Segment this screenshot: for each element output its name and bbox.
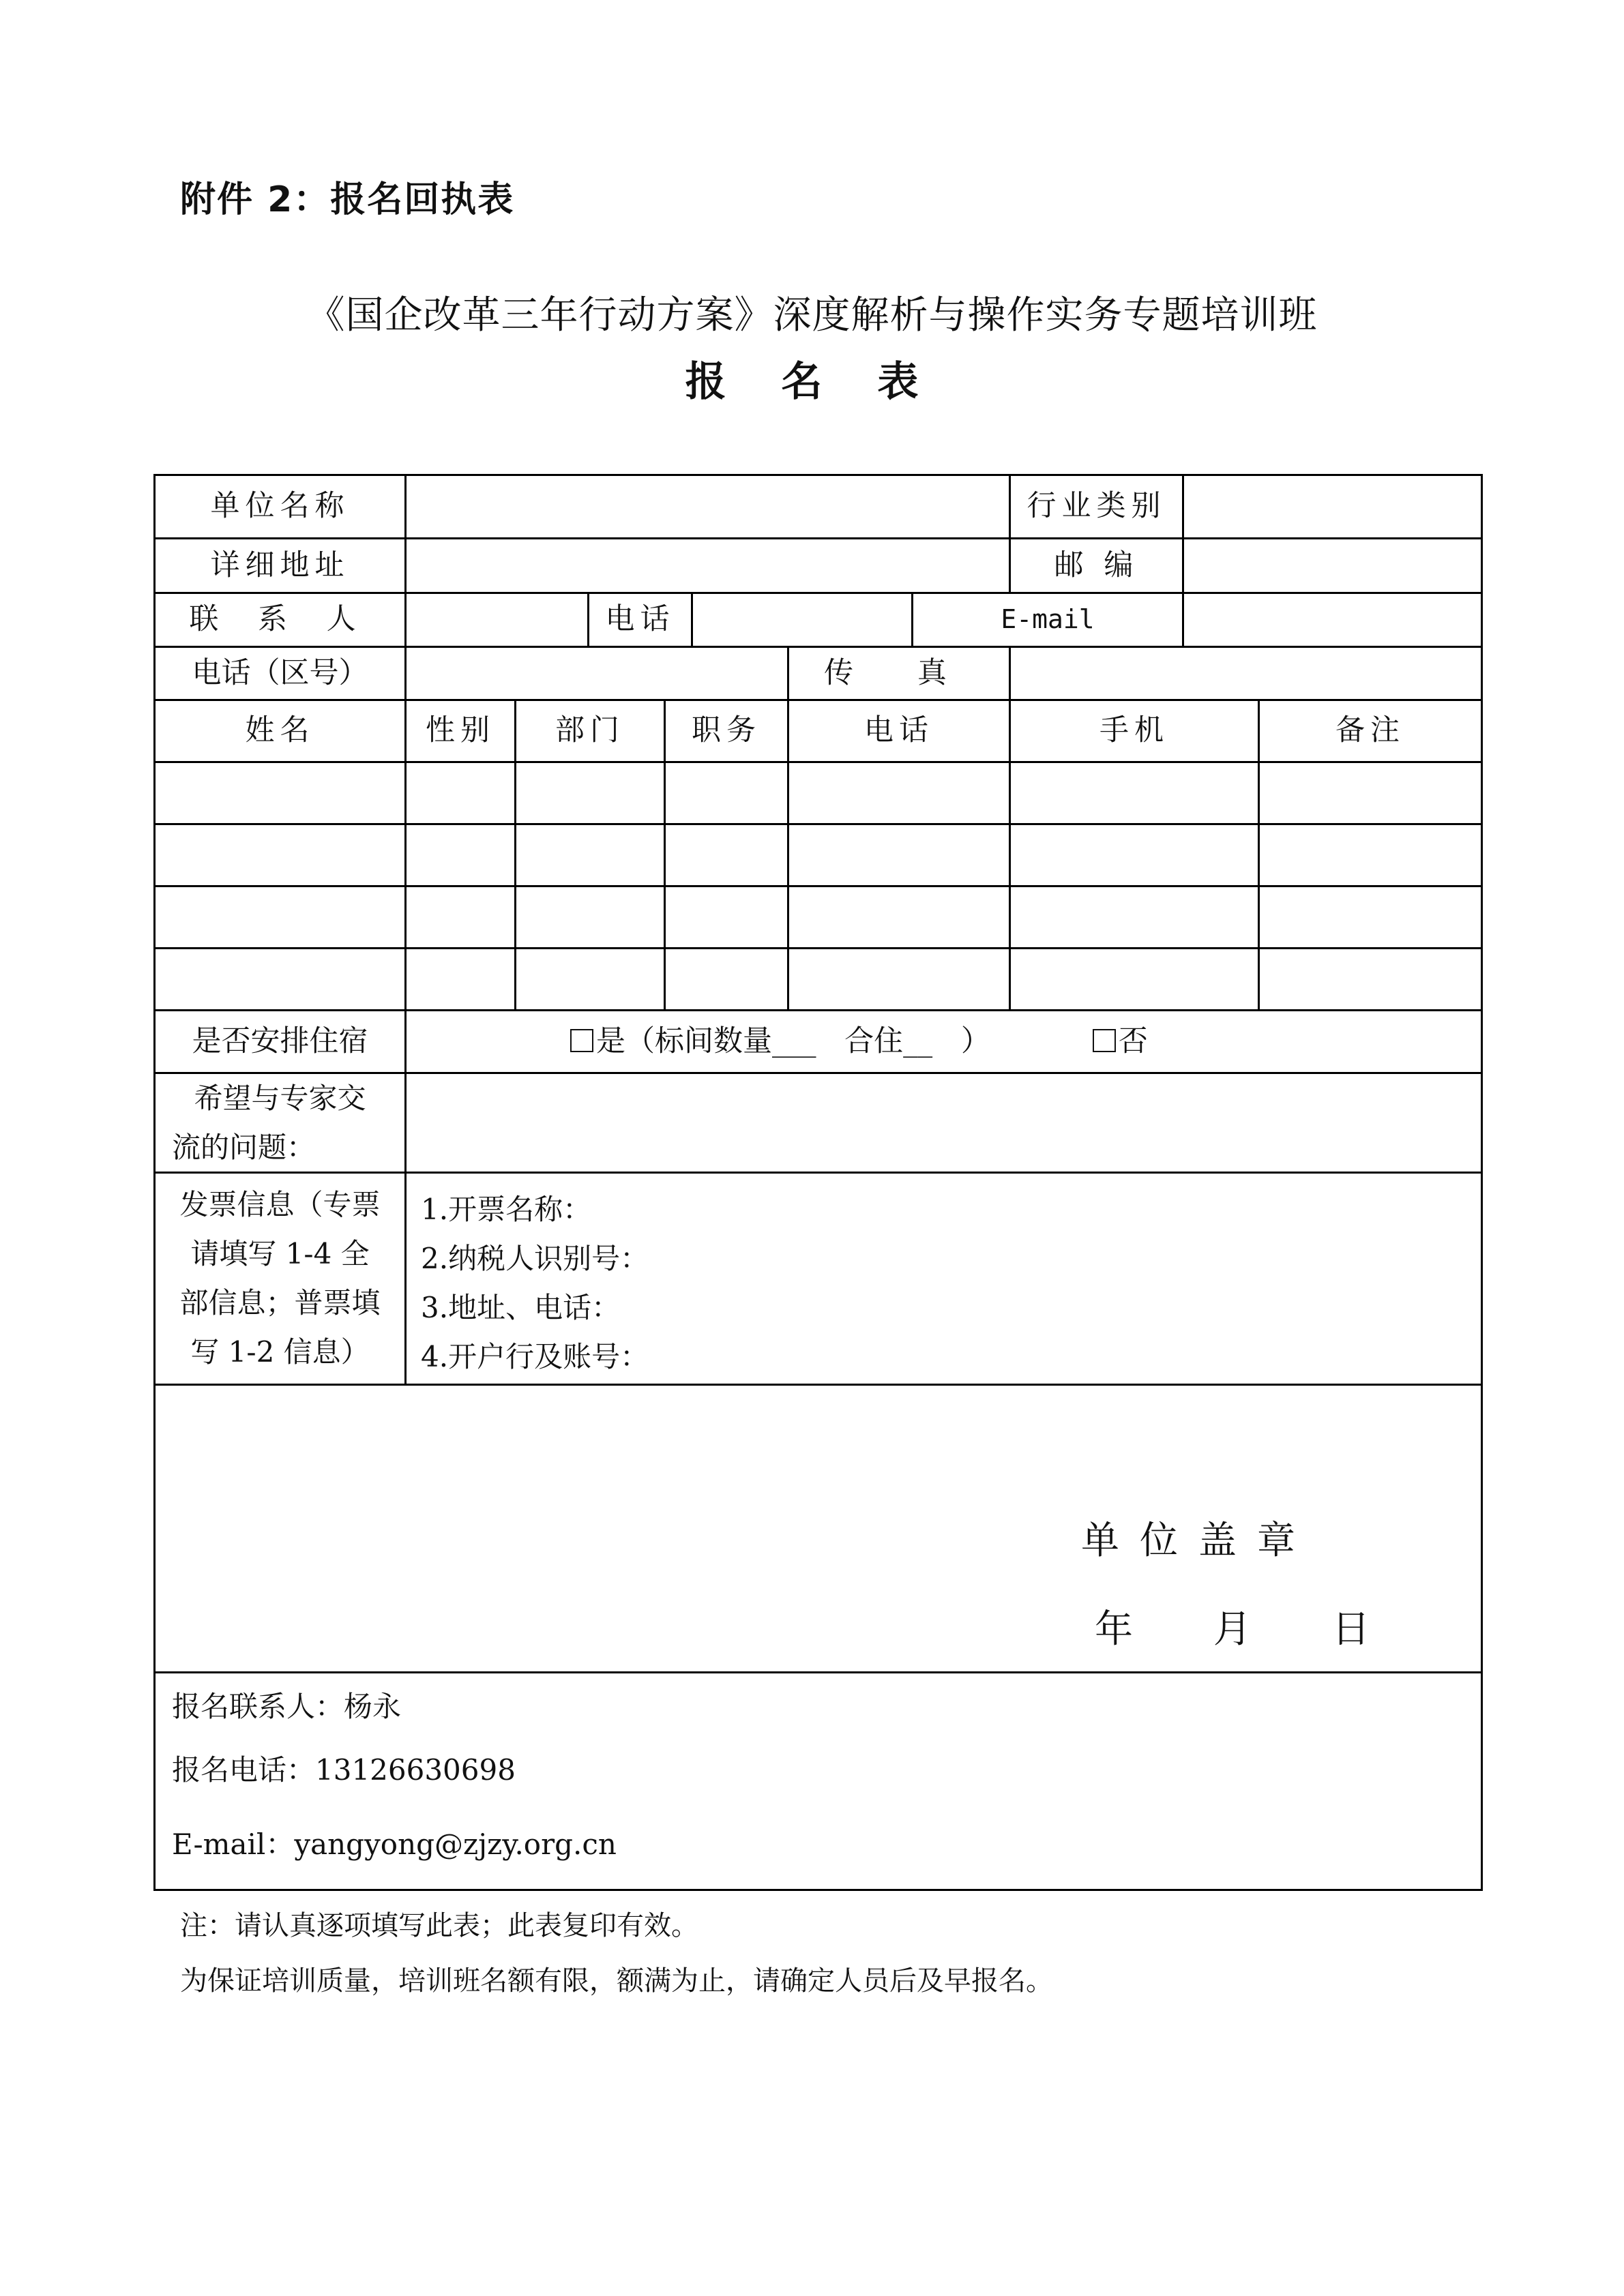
invoice-label: 发票信息（专票 请填写 1-4 全 部信息；普票填 写 1-2 信息）: [179, 1188, 381, 1369]
registration-contact-name: 报名联系人：杨永: [172, 1690, 402, 1723]
expert-question-field[interactable]: [407, 1074, 1481, 1172]
table-rule: [153, 761, 1483, 763]
table-rule: [153, 885, 1483, 887]
table-rule: [153, 1671, 1483, 1673]
col-position: 职务: [692, 713, 761, 748]
industry-label: 行业类别: [1027, 489, 1166, 524]
registration-contact-phone: 报名电话：13126630698: [172, 1753, 516, 1787]
accommodation-yes-checkbox[interactable]: 是（标间数量___ 合住__ ）: [570, 1023, 990, 1061]
table-rule: [1481, 474, 1483, 1891]
address-label: 详细地址: [210, 548, 350, 582]
table-rule: [153, 1384, 1483, 1386]
attachment-label: 附件 2：报名回执表: [180, 179, 515, 220]
col-remarks: 备注: [1335, 713, 1405, 748]
invoice-fields[interactable]: 1.开票名称： 2.纳税人识别号： 3.地址、电话： 4.开户行及账号：: [421, 1193, 649, 1373]
fax-label: 传 真: [824, 655, 974, 690]
table-rule: [153, 1889, 1483, 1891]
note-2: 为保证培训质量，培训班名额有限，额满为止，请确定人员后及早报名。: [180, 1965, 1053, 1997]
phone-label: 电话: [605, 602, 675, 637]
expert-question-label: 希望与专家交 流的问题：: [172, 1081, 366, 1164]
form-title: 《国企改革三年行动方案》深度解析与操作实务专题培训班: [306, 293, 1318, 338]
email-field[interactable]: [1184, 594, 1481, 646]
email-label: E-mail: [1001, 604, 1095, 635]
unit-name-label: 单位名称: [210, 489, 350, 524]
accommodation-no-checkbox[interactable]: 否: [1093, 1023, 1148, 1061]
phone-field[interactable]: [693, 594, 911, 646]
accommodation-options: [407, 1011, 1481, 1072]
contact-person-label: 联 系 人: [189, 602, 371, 637]
phone-area-label: 电话（区号）: [192, 655, 368, 690]
unit-stamp-label: 单位盖章: [1081, 1519, 1316, 1563]
postcode-label: 邮 编: [1054, 548, 1139, 582]
registration-contact-email: E-mail：yangyong@zjzy.org.cn: [172, 1828, 617, 1861]
phone-area-field[interactable]: [407, 648, 787, 699]
col-phone: 电话: [864, 713, 934, 748]
col-mobile: 手机: [1099, 713, 1169, 748]
fax-field[interactable]: [1011, 648, 1481, 699]
form-subtitle: 报 名 表: [685, 358, 939, 406]
col-name: 姓名: [245, 713, 315, 748]
checkbox-icon: [1093, 1029, 1116, 1052]
col-gender: 性别: [426, 713, 495, 748]
date-label: 年 月 日: [1095, 1607, 1391, 1652]
table-rule: [153, 947, 1483, 949]
checkbox-icon: [570, 1029, 593, 1052]
postcode-field[interactable]: [1184, 539, 1481, 592]
accommodation-label: 是否安排住宿: [192, 1024, 368, 1058]
note-1: 注：请认真逐项填写此表；此表复印有效。: [180, 1910, 698, 1941]
address-field[interactable]: [407, 539, 1009, 592]
table-rule: [153, 823, 1483, 825]
unit-name-field[interactable]: [407, 476, 1009, 537]
col-department: 部门: [555, 713, 625, 748]
industry-field[interactable]: [1184, 476, 1481, 537]
contact-person-field[interactable]: [407, 594, 587, 646]
